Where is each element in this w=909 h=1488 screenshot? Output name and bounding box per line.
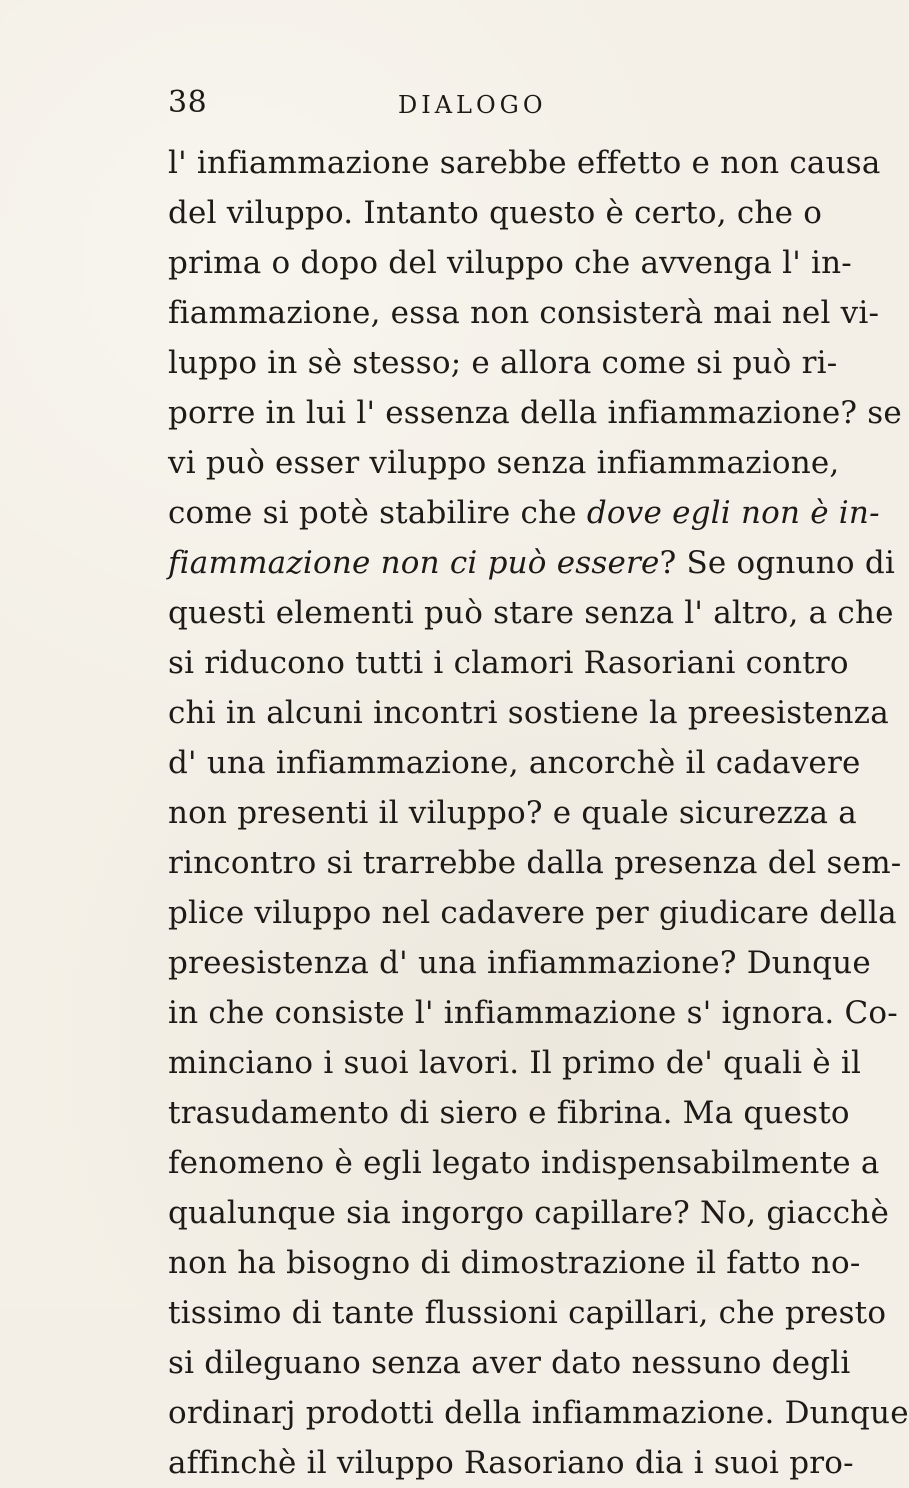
text-line: non presenti il viluppo? e quale sicurezza a bbox=[168, 795, 857, 831]
text-line: non ha bisogno di dimostrazione il fatto no- bbox=[168, 1245, 861, 1281]
text-line: tissimo di tante flussioni capillari, che presto bbox=[168, 1295, 887, 1331]
text-segment: ? Se ognuno di bbox=[659, 545, 896, 581]
text-line: porre in lui l' essenza della infiammazione? se bbox=[168, 395, 902, 431]
text-line: prima o dopo del viluppo che avvenga l' in- bbox=[168, 245, 852, 281]
page-header bbox=[168, 86, 618, 126]
text-line-with-italic bbox=[168, 488, 880, 538]
text-line-with-italic bbox=[168, 538, 896, 588]
text-line: ordinarj prodotti della infiammazione. Dunque bbox=[168, 1395, 909, 1431]
text-line: trasudamento di siero e fibrina. Ma questo bbox=[168, 1095, 850, 1131]
italic-text-segment: dove egli non è in- bbox=[586, 495, 880, 531]
text-line: vi può esser viluppo senza infiammazione, bbox=[168, 445, 840, 481]
text-line: qualunque sia ingorgo capillare? No, giacchè bbox=[168, 1195, 889, 1231]
text-line: fenomeno è egli legato indispensabilmente a bbox=[168, 1145, 880, 1181]
text-line: si riducono tutti i clamori Rasoriani contro bbox=[168, 645, 849, 681]
text-line: del viluppo. Intanto questo è certo, che o bbox=[168, 195, 823, 231]
text-line: affinchè il viluppo Rasoriano dia i suoi pro- bbox=[168, 1445, 854, 1481]
text-line: preesistenza d' una infiammazione? Dunque bbox=[168, 945, 871, 981]
page-number: 38 bbox=[168, 85, 208, 120]
body-text bbox=[168, 138, 909, 1488]
text-line: rincontro si trarrebbe dalla presenza del sem- bbox=[168, 845, 902, 881]
italic-text-segment: fiammazione non ci può essere bbox=[168, 545, 660, 581]
text-segment: come si potè stabilire che bbox=[168, 495, 577, 531]
text-line: l' infiammazione sarebbe effetto e non causa bbox=[168, 145, 881, 181]
text-line: d' una infiammazione, ancorchè il cadavere bbox=[168, 745, 861, 781]
text-line: luppo in sè stesso; e allora come si può ri- bbox=[168, 345, 838, 381]
text-line: chi in alcuni incontri sostiene la preesistenza bbox=[168, 695, 889, 731]
text-line: fiammazione, essa non consisterà mai nel vi- bbox=[168, 295, 880, 331]
text-line: plice viluppo nel cadavere per giudicare della bbox=[168, 895, 897, 931]
text-line: minciano i suoi lavori. Il primo de' quali è il bbox=[168, 1045, 862, 1081]
running-head: DIALOGO bbox=[398, 91, 547, 119]
text-line: questi elementi può stare senza l' altro, a che bbox=[168, 595, 894, 631]
text-line: si dileguano senza aver dato nessuno degli bbox=[168, 1345, 851, 1381]
text-line: in che consiste l' infiammazione s' ignora. Co- bbox=[168, 995, 898, 1031]
